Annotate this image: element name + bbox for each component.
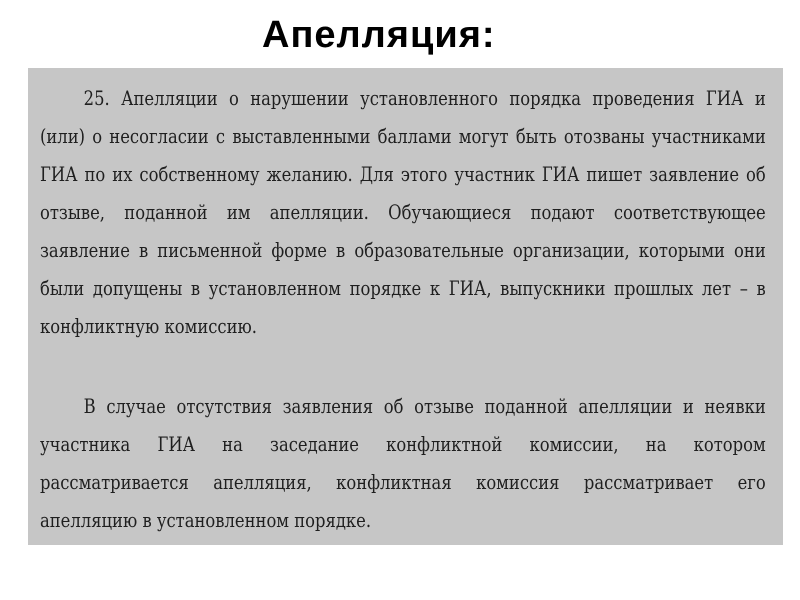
scanned-document-excerpt	[28, 68, 783, 545]
document-paragraph-2: В случае отсутствия заявления об отзыве поданной апелляции и неявки участника ГИА на заседание конфликтной комиссии, на котором рассматривается апелляция, конфликтная комиссия рассматривает его апелляцию в установленном порядке.	[40, 395, 766, 532]
slide-title: Апелляция:	[262, 14, 496, 56]
document-paragraph-1: 25. Апелляции о нарушении установленного порядка проведения ГИА и (или) о несогласии с выставленными баллами могут быть отозваны участниками ГИА по их собственному желанию. Для этого участник ГИА пишет заявление об отзыве, поданной им апелляции. Обучающиеся подают соответствующее заявление в письменной форме в образовательные организации, которыми они были допущены в установленном порядке к ГИА, выпускники прошлых лет – в конфликтную комиссию.	[40, 87, 766, 338]
